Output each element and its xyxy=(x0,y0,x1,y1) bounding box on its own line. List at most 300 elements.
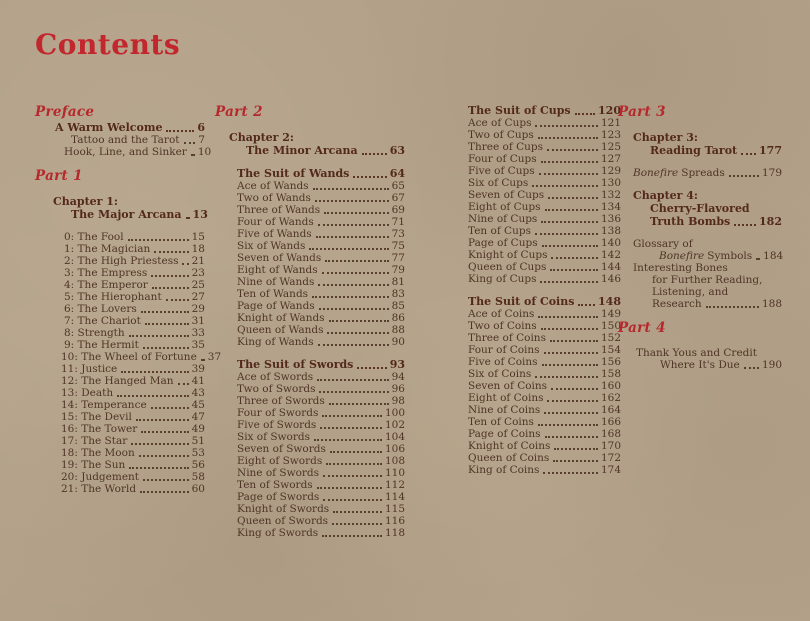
toc-line xyxy=(55,121,205,134)
toc-line xyxy=(61,447,205,459)
toc-label: Seven of Swords xyxy=(237,443,326,455)
toc-line xyxy=(237,264,405,276)
toc-line xyxy=(64,327,205,339)
page-number: 158 xyxy=(600,368,621,380)
page-number: 190 xyxy=(761,359,782,371)
toc-label-italic: Bonefire xyxy=(659,250,705,262)
toc-line xyxy=(237,288,405,300)
toc-line xyxy=(468,213,621,225)
toc-line xyxy=(468,129,621,141)
page-number: 172 xyxy=(600,452,621,464)
toc-line xyxy=(64,267,205,279)
page-number: 142 xyxy=(600,249,621,261)
dot-leader xyxy=(551,257,597,259)
dot-leader xyxy=(553,460,598,462)
page-number: 27 xyxy=(191,291,205,303)
dot-leader xyxy=(327,332,388,334)
dot-leader xyxy=(540,281,597,283)
page-number: 110 xyxy=(384,467,405,479)
dot-leader xyxy=(535,233,598,235)
toc-label: 11: Justice xyxy=(61,363,118,375)
toc-line xyxy=(237,336,405,348)
toc-label: Two of Wands xyxy=(237,192,311,204)
page-number: 114 xyxy=(384,491,405,503)
toc-label: Part 1 xyxy=(35,168,83,184)
page-number: 64 xyxy=(389,167,405,180)
toc-label: 20: Judgement xyxy=(61,471,140,483)
toc-label: Seven of Cups xyxy=(468,189,545,201)
toc-label: Queen of Coins xyxy=(468,452,550,464)
toc-label: Three of Coins xyxy=(468,332,546,344)
dot-leader xyxy=(706,306,759,308)
toc-label: Part 2 xyxy=(215,104,263,120)
toc-line xyxy=(35,168,205,185)
dot-leader xyxy=(532,185,598,187)
dot-leader xyxy=(136,419,189,421)
page-number: 18 xyxy=(191,243,205,255)
toc-line xyxy=(468,332,621,344)
toc-label: Page of Swords xyxy=(237,491,320,503)
toc-label: 4: The Emperor xyxy=(64,279,148,291)
page-number: 102 xyxy=(384,419,405,431)
dot-leader xyxy=(329,320,389,322)
toc-label: Nine of Coins xyxy=(468,404,541,416)
toc-line xyxy=(237,371,405,383)
toc-label: 19: The Sun xyxy=(61,459,126,471)
page-title: Contents xyxy=(35,28,181,61)
page-number: 71 xyxy=(391,216,405,228)
toc-label: Nine of Wands xyxy=(237,276,315,288)
toc-label: Two of Coins xyxy=(468,320,537,332)
toc-label: Three of Wands xyxy=(237,204,321,216)
page-number: 33 xyxy=(191,327,205,339)
toc-label: Ten of Wands xyxy=(237,288,309,300)
page-number: 43 xyxy=(191,387,205,399)
page-number: 81 xyxy=(391,276,405,288)
toc-label: Four of Swords xyxy=(237,407,319,419)
page-number: 15 xyxy=(191,231,205,243)
toc-label: Knight of Cups xyxy=(468,249,548,261)
dot-leader xyxy=(545,436,598,438)
toc-line xyxy=(237,228,405,240)
toc-label: Knight of Swords xyxy=(237,503,330,515)
page-number: 13 xyxy=(192,208,208,221)
page-number: 152 xyxy=(600,332,621,344)
toc-label: Chapter 2: xyxy=(229,131,294,144)
toc-line xyxy=(468,225,621,237)
toc-label: Nine of Swords xyxy=(237,467,320,479)
toc-label: Knight of Coins xyxy=(468,440,551,452)
toc-line xyxy=(652,286,782,298)
dot-leader xyxy=(129,335,189,337)
page-number: 83 xyxy=(391,288,405,300)
page-number: 166 xyxy=(600,416,621,428)
toc-label: Knight of Wands xyxy=(237,312,325,324)
toc-label: 7: The Chariot xyxy=(64,315,141,327)
page-number: 86 xyxy=(391,312,405,324)
dot-leader xyxy=(154,251,188,253)
page-number: 37 xyxy=(207,351,222,363)
toc-label: Page of Cups xyxy=(468,237,538,249)
toc-label: Six of Cups xyxy=(468,177,529,189)
toc-line xyxy=(237,431,405,443)
dot-leader xyxy=(734,224,756,226)
page-number: 156 xyxy=(600,356,621,368)
dot-leader xyxy=(322,415,382,417)
toc-line xyxy=(468,392,621,404)
page-number: 53 xyxy=(191,447,205,459)
page-number: 41 xyxy=(191,375,205,387)
page-number: 154 xyxy=(600,344,621,356)
page-number: 63 xyxy=(389,144,405,157)
dot-leader xyxy=(182,263,188,265)
dot-leader xyxy=(541,161,598,163)
toc-label: Queen of Swords xyxy=(237,515,329,527)
toc-label: Six of Coins xyxy=(468,368,532,380)
dot-leader xyxy=(744,367,759,369)
toc-line xyxy=(468,117,621,129)
toc-label: Eight of Wands xyxy=(237,264,318,276)
page-number: 73 xyxy=(391,228,405,240)
toc-line xyxy=(650,215,782,228)
dot-leader xyxy=(186,217,190,219)
page-number: 75 xyxy=(391,240,405,252)
dot-leader xyxy=(319,308,389,310)
toc-label: Six of Wands xyxy=(237,240,306,252)
toc-label: Interesting Bones xyxy=(633,262,728,274)
toc-label: Symbols xyxy=(707,250,753,262)
dot-leader xyxy=(535,125,597,127)
page-number: 29 xyxy=(191,303,205,315)
toc-line xyxy=(468,416,621,428)
dot-leader xyxy=(756,258,760,260)
toc-label: 15: The Devil xyxy=(61,411,132,423)
toc-label: Ace of Cups xyxy=(468,117,532,129)
dot-leader xyxy=(324,212,389,214)
toc-line xyxy=(468,165,621,177)
page-number: 100 xyxy=(384,407,405,419)
dot-leader xyxy=(550,340,598,342)
dot-leader xyxy=(548,197,598,199)
toc-line xyxy=(468,141,621,153)
dot-leader xyxy=(141,311,189,313)
toc-label: Eight of Coins xyxy=(468,392,544,404)
page-number: 35 xyxy=(191,339,205,351)
toc-label: King of Coins xyxy=(468,464,540,476)
toc-label: 21: The World xyxy=(61,483,137,495)
dot-leader xyxy=(541,221,598,223)
page-number: 94 xyxy=(391,371,405,383)
page-number: 21 xyxy=(191,255,205,267)
page-number: 146 xyxy=(600,273,621,285)
dot-leader xyxy=(554,448,598,450)
toc-line xyxy=(468,237,621,249)
toc-line xyxy=(64,146,212,158)
toc-label: Glossary of xyxy=(633,238,693,250)
toc-line xyxy=(468,308,621,320)
page-number: 130 xyxy=(600,177,621,189)
dot-leader xyxy=(318,224,389,226)
toc-line xyxy=(61,423,205,435)
page-number: 138 xyxy=(600,225,621,237)
toc-label: Ace of Swords xyxy=(237,371,314,383)
dot-leader xyxy=(357,367,386,369)
dot-leader xyxy=(323,499,382,501)
dot-leader xyxy=(121,371,188,373)
dot-leader xyxy=(151,407,189,409)
toc-line xyxy=(61,483,205,495)
toc-line xyxy=(468,189,621,201)
dot-leader xyxy=(330,451,382,453)
toc-label: The Suit of Wands xyxy=(237,167,350,180)
page-number: 67 xyxy=(391,192,405,204)
dot-leader xyxy=(131,443,188,445)
dot-leader xyxy=(184,142,196,144)
toc-line xyxy=(64,243,205,255)
dot-leader xyxy=(575,113,595,115)
toc-label: 1: The Magician xyxy=(64,243,151,255)
toc-line xyxy=(237,503,405,515)
page-number: 116 xyxy=(384,515,405,527)
page-number: 56 xyxy=(191,459,205,471)
toc-line xyxy=(468,104,621,117)
toc-label: Three of Swords xyxy=(237,395,325,407)
toc-label: The Suit of Swords xyxy=(237,358,354,371)
page-number: 127 xyxy=(600,153,621,165)
toc-line xyxy=(468,153,621,165)
page-number: 148 xyxy=(598,295,621,308)
toc-label: Listening, and xyxy=(652,286,729,298)
page-number: 77 xyxy=(391,252,405,264)
toc-line xyxy=(468,201,621,213)
toc-line xyxy=(61,459,205,471)
dot-leader xyxy=(309,248,388,250)
toc-line xyxy=(229,131,405,144)
page-number: 88 xyxy=(391,324,405,336)
page-number: 115 xyxy=(384,503,405,515)
dot-leader xyxy=(143,347,189,349)
toc-label: Preface xyxy=(35,104,95,120)
toc-label: 3: The Empress xyxy=(64,267,148,279)
page-number: 118 xyxy=(384,527,405,539)
page-number: 164 xyxy=(600,404,621,416)
toc-label: Three of Cups xyxy=(468,141,544,153)
toc-label: Four of Wands xyxy=(237,216,314,228)
dot-leader xyxy=(578,304,595,306)
toc-line xyxy=(61,471,205,483)
page-number: 188 xyxy=(761,298,782,310)
toc-line xyxy=(468,452,621,464)
toc-line xyxy=(633,131,782,144)
dot-leader xyxy=(538,137,598,139)
page-number: 121 xyxy=(600,117,621,129)
dot-leader xyxy=(141,431,188,433)
page-number: 65 xyxy=(391,180,405,192)
dot-leader xyxy=(318,344,389,346)
toc-line xyxy=(650,144,782,157)
dot-leader xyxy=(542,245,598,247)
toc-line xyxy=(71,208,208,221)
toc-label: Where It's Due xyxy=(660,359,740,371)
page-number: 174 xyxy=(600,464,621,476)
dot-leader xyxy=(535,376,598,378)
toc-label: 16: The Tower xyxy=(61,423,138,435)
toc-line xyxy=(246,144,405,157)
page-number: 60 xyxy=(191,483,205,495)
dot-leader xyxy=(538,424,598,426)
toc-line xyxy=(468,320,621,332)
dot-leader xyxy=(322,535,382,537)
dot-leader xyxy=(325,260,388,262)
dot-leader xyxy=(191,154,195,156)
toc-column-4 xyxy=(618,104,782,371)
page-number: 168 xyxy=(600,428,621,440)
dot-leader xyxy=(545,209,598,211)
page-number: 120 xyxy=(598,104,621,117)
toc-column-1 xyxy=(35,104,222,495)
page-number: 170 xyxy=(600,440,621,452)
page-number: 31 xyxy=(191,315,205,327)
dot-leader xyxy=(320,427,382,429)
dot-leader xyxy=(547,400,597,402)
toc-label: Ten of Cups xyxy=(468,225,531,237)
page-number: 136 xyxy=(600,213,621,225)
dot-leader xyxy=(315,200,389,202)
toc-label: Reading Tarot xyxy=(650,144,738,157)
toc-label-italic: Bonefire xyxy=(633,167,679,179)
toc-line xyxy=(633,238,782,250)
toc-label: 12: The Hanged Man xyxy=(61,375,174,387)
toc-line xyxy=(633,189,782,202)
page-number: 106 xyxy=(384,443,405,455)
toc-label: Truth Bombs xyxy=(650,215,731,228)
toc-line xyxy=(237,192,405,204)
page-number: 132 xyxy=(600,189,621,201)
toc-label: for Further Reading, xyxy=(652,274,763,286)
toc-label: Part 4 xyxy=(618,320,666,336)
page-number: 150 xyxy=(600,320,621,332)
toc-label: 13: Death xyxy=(61,387,114,399)
toc-label: Nine of Cups xyxy=(468,213,538,225)
toc-line xyxy=(468,440,621,452)
toc-label: 10: The Wheel of Fortune xyxy=(61,351,197,363)
toc-line xyxy=(237,300,405,312)
dot-leader xyxy=(551,388,598,390)
dot-leader xyxy=(542,364,598,366)
page-number: 112 xyxy=(384,479,405,491)
page-number: 144 xyxy=(600,261,621,273)
dot-leader xyxy=(166,130,194,132)
toc-label: King of Swords xyxy=(237,527,319,539)
toc-label: Ten of Swords xyxy=(237,479,313,491)
dot-leader xyxy=(313,188,389,190)
page-number: 93 xyxy=(389,358,405,371)
toc-label: Four of Coins xyxy=(468,344,540,356)
toc-line xyxy=(633,167,782,179)
page-number: 184 xyxy=(763,250,784,262)
dot-leader xyxy=(166,299,189,301)
toc-line xyxy=(237,276,405,288)
toc-label: Chapter 3: xyxy=(633,131,698,144)
toc-line xyxy=(64,279,205,291)
dot-leader xyxy=(317,379,388,381)
toc-line xyxy=(61,387,205,399)
toc-line xyxy=(53,195,205,208)
dot-leader xyxy=(151,275,188,277)
toc-line xyxy=(237,383,405,395)
toc-line xyxy=(64,339,205,351)
dot-leader xyxy=(128,239,189,241)
toc-line xyxy=(468,404,621,416)
toc-line xyxy=(237,479,405,491)
toc-label: Eight of Cups xyxy=(468,201,541,213)
toc-label: Five of Cups xyxy=(468,165,535,177)
dot-leader xyxy=(319,391,388,393)
toc-line xyxy=(237,407,405,419)
dot-leader xyxy=(145,323,189,325)
dot-leader xyxy=(316,236,389,238)
dot-leader xyxy=(129,467,188,469)
page-number: 129 xyxy=(600,165,621,177)
toc-label: Queen of Wands xyxy=(237,324,324,336)
toc-line xyxy=(652,298,782,310)
dot-leader xyxy=(314,439,382,441)
toc-label: Research xyxy=(652,298,702,310)
dot-leader xyxy=(538,316,598,318)
page-number: 25 xyxy=(191,279,205,291)
toc-label: King of Wands xyxy=(237,336,314,348)
toc-label: The Major Arcana xyxy=(71,208,182,221)
page-number: 104 xyxy=(384,431,405,443)
toc-line xyxy=(659,250,782,262)
toc-label: Thank Yous and Credit xyxy=(636,347,757,359)
page-number: 179 xyxy=(761,167,782,179)
toc-line xyxy=(237,358,405,371)
dot-leader xyxy=(117,395,189,397)
toc-line xyxy=(64,303,205,315)
toc-label: Five of Coins xyxy=(468,356,538,368)
toc-line xyxy=(237,204,405,216)
toc-label: Eight of Swords xyxy=(237,455,323,467)
dot-leader xyxy=(312,296,389,298)
toc-line xyxy=(64,231,205,243)
toc-label: Page of Wands xyxy=(237,300,315,312)
page-number: 45 xyxy=(191,399,205,411)
toc-line xyxy=(468,380,621,392)
toc-line xyxy=(468,261,621,273)
page-number: 160 xyxy=(600,380,621,392)
dot-leader xyxy=(550,269,598,271)
toc-line xyxy=(64,291,205,303)
toc-column-2 xyxy=(215,104,405,539)
toc-label: 2: The High Priestess xyxy=(64,255,179,267)
dot-leader xyxy=(323,475,382,477)
toc-line xyxy=(468,428,621,440)
toc-line xyxy=(237,180,405,192)
toc-label: Five of Wands xyxy=(237,228,312,240)
toc-line xyxy=(468,368,621,380)
toc-line xyxy=(71,134,205,146)
toc-line xyxy=(468,464,621,476)
toc-line xyxy=(237,467,405,479)
toc-label: Ace of Wands xyxy=(237,180,309,192)
page-number: 69 xyxy=(391,204,405,216)
dot-leader xyxy=(178,383,189,385)
toc-label: Seven of Wands xyxy=(237,252,322,264)
toc-label: King of Cups xyxy=(468,273,537,285)
toc-label: Hook, Line, and Sinker xyxy=(64,146,187,158)
toc-label: 8: Strength xyxy=(64,327,125,339)
